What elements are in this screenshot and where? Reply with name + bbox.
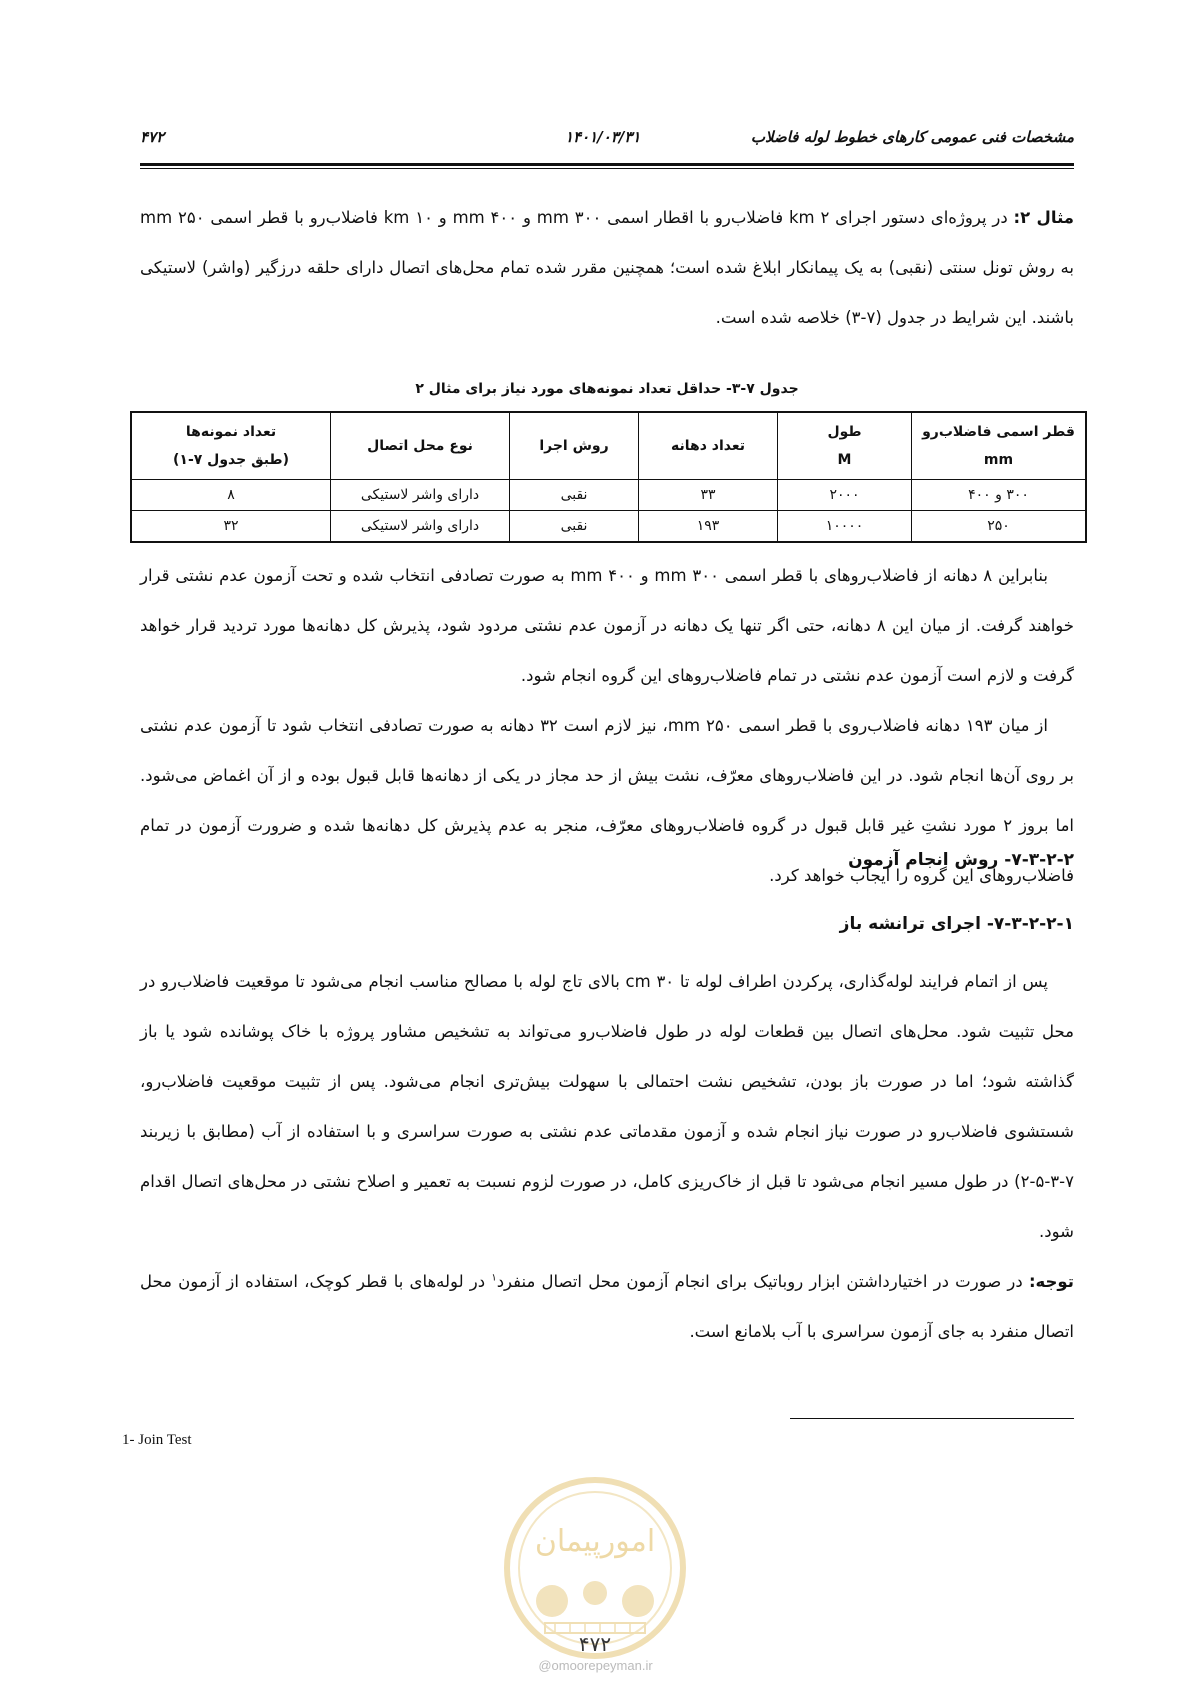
example-label: مثال ۲: [1013,208,1075,227]
note-text-a: در صورت در اختیارداشتن ابزار روباتیک برای انجام آزمون محل اتصال منفرد [496,1272,1023,1291]
footnote-ref: ۱ [491,1272,497,1284]
watermark-seal-logo [500,1473,690,1663]
subsection-heading: ۷-۳-۲-۲-۱- اجرای ترانشه باز [839,914,1074,934]
analysis-paragraphs [140,551,1074,901]
table-header-cell: طول M [778,412,912,480]
table-cell: ۲۰۰۰ [778,480,912,511]
website-watermark: @omoorepeyman.ir [538,1658,653,1673]
note-text-b: در لوله‌های با قطر کوچک، استفاده از آزمون محل اتصال منفرد به جای آزمون سراسری با آب بلامانع است. [140,1272,1074,1341]
header-rule-thick [140,163,1074,166]
paragraph-1: بنابراین ۸ دهانه از فاضلاب‌روهای با قطر اسمی ۳۰۰ mm و ۴۰۰ mm به صورت تصادفی انتخاب شده و تحت آزمون عدم نشتی قرار خواهند گرفت. از میان این ۸ دهانه، حتی اگر تنها یک دهانه در آزمون عدم نشتی مردود شود، پذیرش کل دهانه‌ها مورد تردید قرار خواهد گرفت و لازم است آزمون عدم نشتی در تمام فاضلاب‌روهای این گروه انجام شود. [140,566,1074,685]
table-cell: ۱۹۳ [639,511,778,543]
footnote: 1- Join Test [122,1432,192,1448]
section-heading: ۷-۳-۲-۲- روش انجام آزمون [848,850,1074,870]
page-header [140,128,1074,162]
note-label: توجه: [1028,1272,1074,1291]
table-cell: ۲۵۰ [912,511,1087,543]
table-row [131,480,1086,511]
paragraph-2: از میان ۱۹۳ دهانه فاضلاب‌روی با قطر اسمی ۲۵۰ mm، نیز لازم است ۳۲ دهانه به صورت تصادفی انتخاب شود تا آزمون عدم نشتی بر روی آن‌ها انجام شود. در این فاضلاب‌روهای معرّف، نشت بیش از حد مجاز در یکی از دهانه‌ها قابل قبول بوده و از آن اغماض می‌شود. اما بروز ۲ مورد نشتِ غیر قابل قبول در گروه فاضلاب‌روهای معرّف، منجر به عدم پذیرش کل دهانه‌ها شده و ضرورت آزمون در تمام فاضلاب‌روهای این گروه را ایجاب خواهد کرد. [140,716,1074,885]
table-cell: دارای واشر لاستیکی [331,511,510,543]
header-date: ۱۴۰۱/۰۳/۳۱ [565,128,641,146]
header-title: مشخصات فنی عمومی کارهای خطوط لوله فاضلاب [750,128,1074,146]
table-header-cell: نوع محل اتصال [331,412,510,480]
example-text: در پروژه‌ای دستور اجرای ۲ km فاضلاب‌رو با اقطار اسمی ۳۰۰ mm و ۴۰۰ mm و ۱۰ km فاضلاب‌رو با قطر اسمی ۲۵۰ mm به روش تونل سنتی (نقبی) به یک پیمانکار ابلاغ شده است؛ همچنین مقرر شده تمام محل‌های اتصال دارای حلقه درزگیر (واشر) لاستیکی باشند. این شرایط در جدول (۷-۳) خلاصه شده است. [140,208,1074,327]
table-cell: ۱۰۰۰۰ [778,511,912,543]
table-cell: ۳۰۰ و ۴۰۰ [912,480,1087,511]
paragraph-3: پس از اتمام فرایند لوله‌گذاری، پرکردن اطراف لوله تا ۳۰ cm بالای تاج لوله با مصالح مناسب انجام می‌شود تا موقعیت فاضلاب‌رو در محل تثبیت شود. محل‌های اتصال بین قطعات لوله در طول فاضلاب‌رو می‌تواند به تشخیص مشاور پروژه با خاک پوشانده شود یا باز گذاشته شود؛ اما در صورت باز بودن، تشخیص نشت احتمالی با سهولت بیش‌تری انجام می‌شود. پس از تثبیت موقعیت فاضلاب‌رو، شستشوی فاضلاب‌رو در صورت نیاز انجام شده و آزمون مقدماتی عدم نشتی به صورت سراسری و با استفاده از آب (مطابق با زیربند ۷-۳-۵-۲) در طول مسیر انجام می‌شود تا قبل از خاک‌ریزی کامل، در صورت لزوم نسبت به تعمیر و اصلاح نشتی در محل‌های اتصال اقدام شود. [140,972,1074,1241]
footnote-rule [790,1418,1074,1419]
table-header-cell: تعداد نمونه‌ها (طبق جدول ۷-۱) [131,412,331,480]
header-page-number: ۴۷۲ [140,128,165,146]
table-header-row [131,412,1086,480]
table-header-cell: قطر اسمی فاضلاب‌رو mm [912,412,1087,480]
table-header-cell: روش اجرا [510,412,639,480]
table-cell: ۳۲ [131,511,331,543]
seal-page-number: ۴۷۲ [578,1632,612,1656]
samples-table [130,411,1087,543]
table-cell: ۳۳ [639,480,778,511]
table-cell: نقبی [510,511,639,543]
seal-text: امورپیمان [534,1524,656,1559]
table-caption: جدول ۷-۳- حداقل تعداد نمونه‌های مورد نیاز برای مثال ۲ [415,381,799,397]
table-row [131,511,1086,543]
table-cell: نقبی [510,480,639,511]
procedure-paragraphs [140,957,1074,1357]
table-cell: دارای واشر لاستیکی [331,480,510,511]
table-header-cell: تعداد دهانه [639,412,778,480]
note-paragraph [140,1257,1074,1357]
table-cell: ۸ [131,480,331,511]
example-paragraph [140,193,1074,343]
header-rule-thin [140,168,1074,169]
